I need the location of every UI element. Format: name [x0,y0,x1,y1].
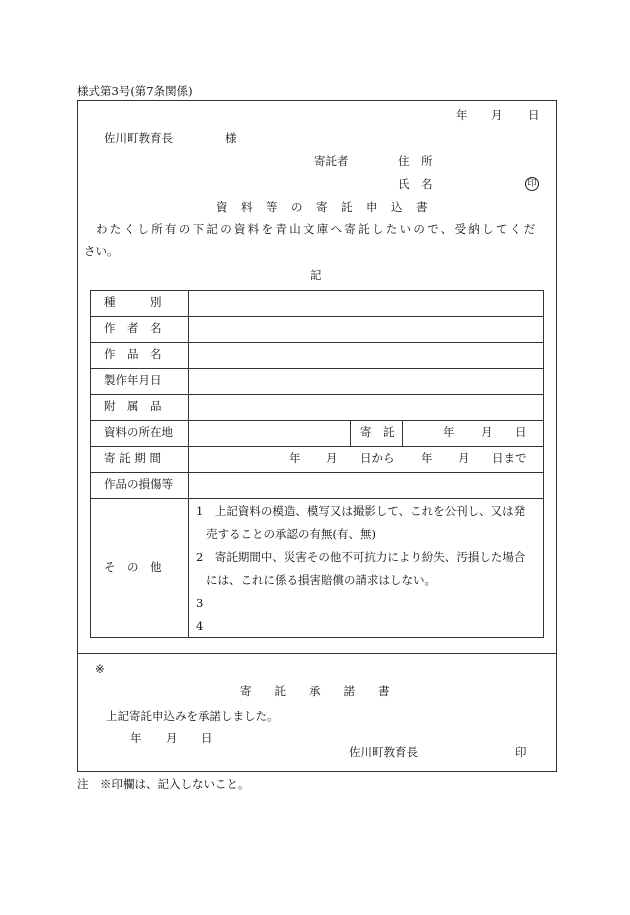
row-divider [90,342,544,343]
acceptance-official: 佐川町教育長 [349,745,418,759]
ki-label: 記 [310,268,322,282]
period-from-suffix: 日から [360,451,395,465]
depositor-label: 寄託者 [314,154,349,168]
row-label-attachments: 附 属 品 [104,399,162,413]
row-label-damage: 作品の損傷等 [104,477,173,491]
row-divider [90,394,544,395]
row-label-production-date: 製作年月日 [104,373,162,387]
office-use-mark: ※ [95,662,105,676]
deposit-day: 日 [515,425,527,439]
row-label-author: 作 者 名 [104,321,162,335]
period-from-month: 月 [326,451,338,465]
deposit-divider-left [350,420,351,446]
row-divider [90,316,544,317]
row-label-location: 資料の所在地 [104,425,173,439]
date-month: 月 [491,108,503,122]
seal-icon: 印 [525,177,539,191]
other-item-3: 3 [196,596,204,610]
other-item-1: 1 上記資料の模造、模写又は撮影して、これを公刊し、又は発 [196,504,526,518]
row-divider [90,472,544,473]
acceptance-title: 寄 託 承 諾 書 [240,684,390,698]
row-label-kind: 種 別 [104,295,162,309]
acceptance-month: 月 [166,731,178,745]
row-label-deposit: 寄 託 [360,425,395,439]
request-text-line-1: わたくし所有の下記の資料を青山文庫へ寄託したいので、受納してくだ [96,222,538,236]
address-label: 住 所 [398,154,433,168]
other-item-4: 4 [196,619,204,633]
acceptance-seal: 印 [515,745,527,759]
period-to-month: 月 [458,451,470,465]
row-label-work: 作 品 名 [104,347,162,361]
period-from-year: 年 [289,451,301,465]
row-divider [90,368,544,369]
row-divider [90,420,544,421]
other-item-1-cont: 売することの承認の有無(有、無) [206,527,376,541]
deposit-divider-right [402,420,403,446]
addressee-honorific: 様 [225,131,237,145]
document-title: 資 料 等 の 寄 託 申 込 書 [216,200,429,214]
section-divider [77,653,557,654]
acceptance-text: 上記寄託申込みを承諾しました。 [106,709,279,723]
other-item-2-cont: には、これに係る損害賠償の請求はしない。 [206,573,436,587]
acceptance-year: 年 [130,731,142,745]
row-divider [90,498,544,499]
period-to-year: 年 [421,451,433,465]
row-label-period: 寄 託 期 間 [104,451,161,465]
other-item-2: 2 寄託期間中、災害その他不可抗力により紛失、汚損した場合 [196,550,526,564]
request-text-line-2: さい。 [84,244,119,258]
footnote: 注 ※印欄は、記入しないこと。 [77,777,250,791]
deposit-month: 月 [481,425,493,439]
period-to-suffix: 日まで [492,451,527,465]
row-label-other: そ の 他 [104,560,162,574]
date-day: 日 [528,108,540,122]
addressee-name: 佐川町教育長 [104,131,173,145]
form-number: 様式第3号(第7条関係) [77,84,193,98]
acceptance-day: 日 [201,731,213,745]
deposit-year: 年 [443,425,455,439]
date-year: 年 [456,108,468,122]
row-divider [90,446,544,447]
name-label: 氏 名 [398,177,433,191]
